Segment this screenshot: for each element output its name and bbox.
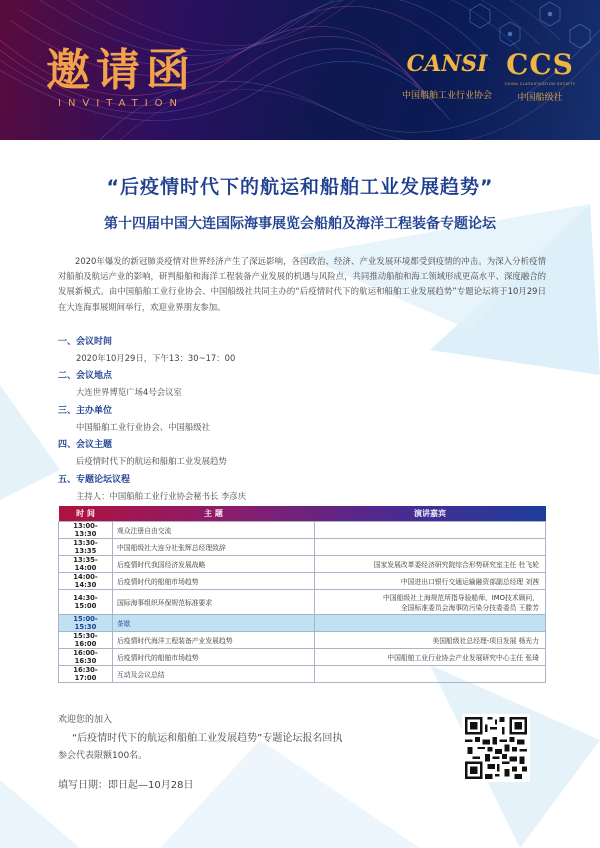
row-time: 14:30-15:00 — [59, 589, 113, 614]
row-time: 16:30-17:00 — [59, 665, 113, 682]
section-body: 后疫情时代下的航运和船舶工业发展趋势 — [76, 456, 227, 466]
ccs-name: 中国船级社 — [517, 93, 563, 103]
row-time: 13:00-13:30 — [59, 521, 113, 538]
qr-code-icon[interactable] — [462, 714, 530, 782]
section-body: 中国船舶工业行业协会、中国船级社 — [76, 422, 210, 432]
row-time: 15:00-15:30 — [59, 614, 113, 631]
intro-paragraph: 2020年爆发的新冠肺炎疫情对世界经济产生了深远影响，各国政治、经济、产业发展环境都受到疫情的冲击。为深入分析疫情对船舶及航运产业的影响，研判船舶和海洋工程装备产业发展的机遇与风险点，共同推动船舶和海工领域形成更高水平、深度融合的发展新模式。由中国船舶工业行业协会、中国船级社共同主办的“后疫情时代下的航运和船舶工业发展趋势”专题论坛将于10月29日在大连海事展期间举行，欢迎业界朋友参加。 — [58, 256, 546, 312]
row-topic: 互动及会议总结 — [113, 665, 315, 682]
row-time: 13:35-14:00 — [59, 555, 113, 572]
section-venue — [58, 368, 546, 398]
row-time: 13:30-13:35 — [59, 538, 113, 555]
row-speaker: 国家发展改革委经济研究院综合形势研究室主任 杜飞轮 — [315, 555, 546, 572]
ccs-mark: CCS — [506, 47, 574, 81]
agenda-table — [58, 506, 546, 683]
row-topic: 茶歇 — [113, 614, 315, 631]
row-speaker: 中国船舶工业行业协会产业发展研究中心主任 张琦 — [315, 648, 546, 665]
section-heading: 一、会议时间 — [58, 337, 113, 347]
cansi-name: 中国船舶工业行业协会 — [401, 91, 492, 101]
row-speaker — [315, 614, 546, 631]
section-heading: 五、专题论坛议程 — [58, 475, 131, 485]
table-row — [59, 589, 546, 614]
row-topic: 后疫情时代的船舶市场趋势 — [113, 572, 315, 589]
table-row — [59, 555, 546, 572]
registration-form-title: “后疫情时代下的航运和船舶工业发展趋势”专题论坛报名回执 — [72, 733, 343, 744]
ccs-english-name: CHINA CLASSIFICATION SOCIETY — [504, 82, 576, 86]
table-row-break — [59, 614, 546, 631]
row-topic: 中国船级社大连分社张辉总经理致辞 — [113, 538, 315, 555]
welcome-text: 欢迎您的加入 — [58, 715, 113, 725]
forum-title: “后疫情时代下的航运和船舶工业发展趋势” — [106, 176, 494, 198]
table-row — [59, 631, 546, 648]
section-organizers — [58, 403, 546, 433]
invitation-subtitle: INVITATION — [58, 98, 185, 109]
speaker-line: 中国船级社上海规范所指导验船师，IMO技术顾问， — [383, 593, 539, 602]
section-theme — [58, 437, 546, 467]
header-speaker: 演讲嘉宾 — [414, 508, 446, 518]
invitation-title: 邀请函 — [46, 45, 196, 96]
section-heading: 四、会议主题 — [58, 440, 113, 450]
table-row — [59, 538, 546, 555]
table-row — [59, 521, 546, 538]
row-speaker: 中国进出口银行交通运输融资部副总经理 刘茜 — [315, 572, 546, 589]
row-speaker — [315, 589, 546, 614]
section-body: 主持人：中国船舶工业行业协会秘书长 李彦庆 — [76, 491, 247, 501]
section-heading: 二、会议地点 — [58, 371, 113, 381]
row-speaker — [315, 521, 546, 538]
row-topic: 后疫情时代我国经济发展战略 — [113, 555, 315, 572]
row-time: 15:30-16:00 — [59, 631, 113, 648]
section-time — [58, 334, 546, 364]
row-speaker: 美国船级社总经理-项目发展 杨光力 — [315, 631, 546, 648]
row-topic: 后疫情时代海洋工程装备产业发展趋势 — [113, 631, 315, 648]
table-row — [59, 665, 546, 682]
forum-subtitle: 第十四届中国大连国际海事展览会船舶及海洋工程装备专题论坛 — [104, 216, 496, 232]
table-header-row — [59, 506, 546, 521]
row-speaker — [315, 538, 546, 555]
speaker-line: 全国标准委员会海事防污染分技委委员 王滕芳 — [400, 603, 539, 612]
row-topic: 后疫情时代的船舶市场趋势 — [113, 648, 315, 665]
section-body: 大连世界博览广场4号会议室 — [76, 387, 182, 397]
row-topic: 国际海事组织环保规范标准要求 — [113, 589, 315, 614]
section-body: 2020年10月29日，下午13：30~17：00 — [76, 353, 236, 363]
header-topic: 主 题 — [204, 508, 223, 518]
row-speaker — [315, 665, 546, 682]
ccs-logo — [500, 44, 580, 103]
row-time: 16:00-16:30 — [59, 648, 113, 665]
section-agenda — [58, 472, 546, 502]
header-time: 时 间 — [76, 508, 95, 518]
cansi-logo — [392, 44, 502, 101]
header-banner — [0, 0, 600, 140]
table-row — [59, 648, 546, 665]
section-heading: 三、主办单位 — [58, 406, 113, 416]
table-row — [59, 572, 546, 589]
deadline: 填写日期：即日起—10月28日 — [58, 780, 194, 791]
attendee-limit: 参会代表限额100名。 — [58, 751, 148, 761]
cansi-mark: CANSI — [406, 51, 488, 77]
row-time: 14:00-14:30 — [59, 572, 113, 589]
row-topic: 观众注册自由交流 — [113, 521, 315, 538]
